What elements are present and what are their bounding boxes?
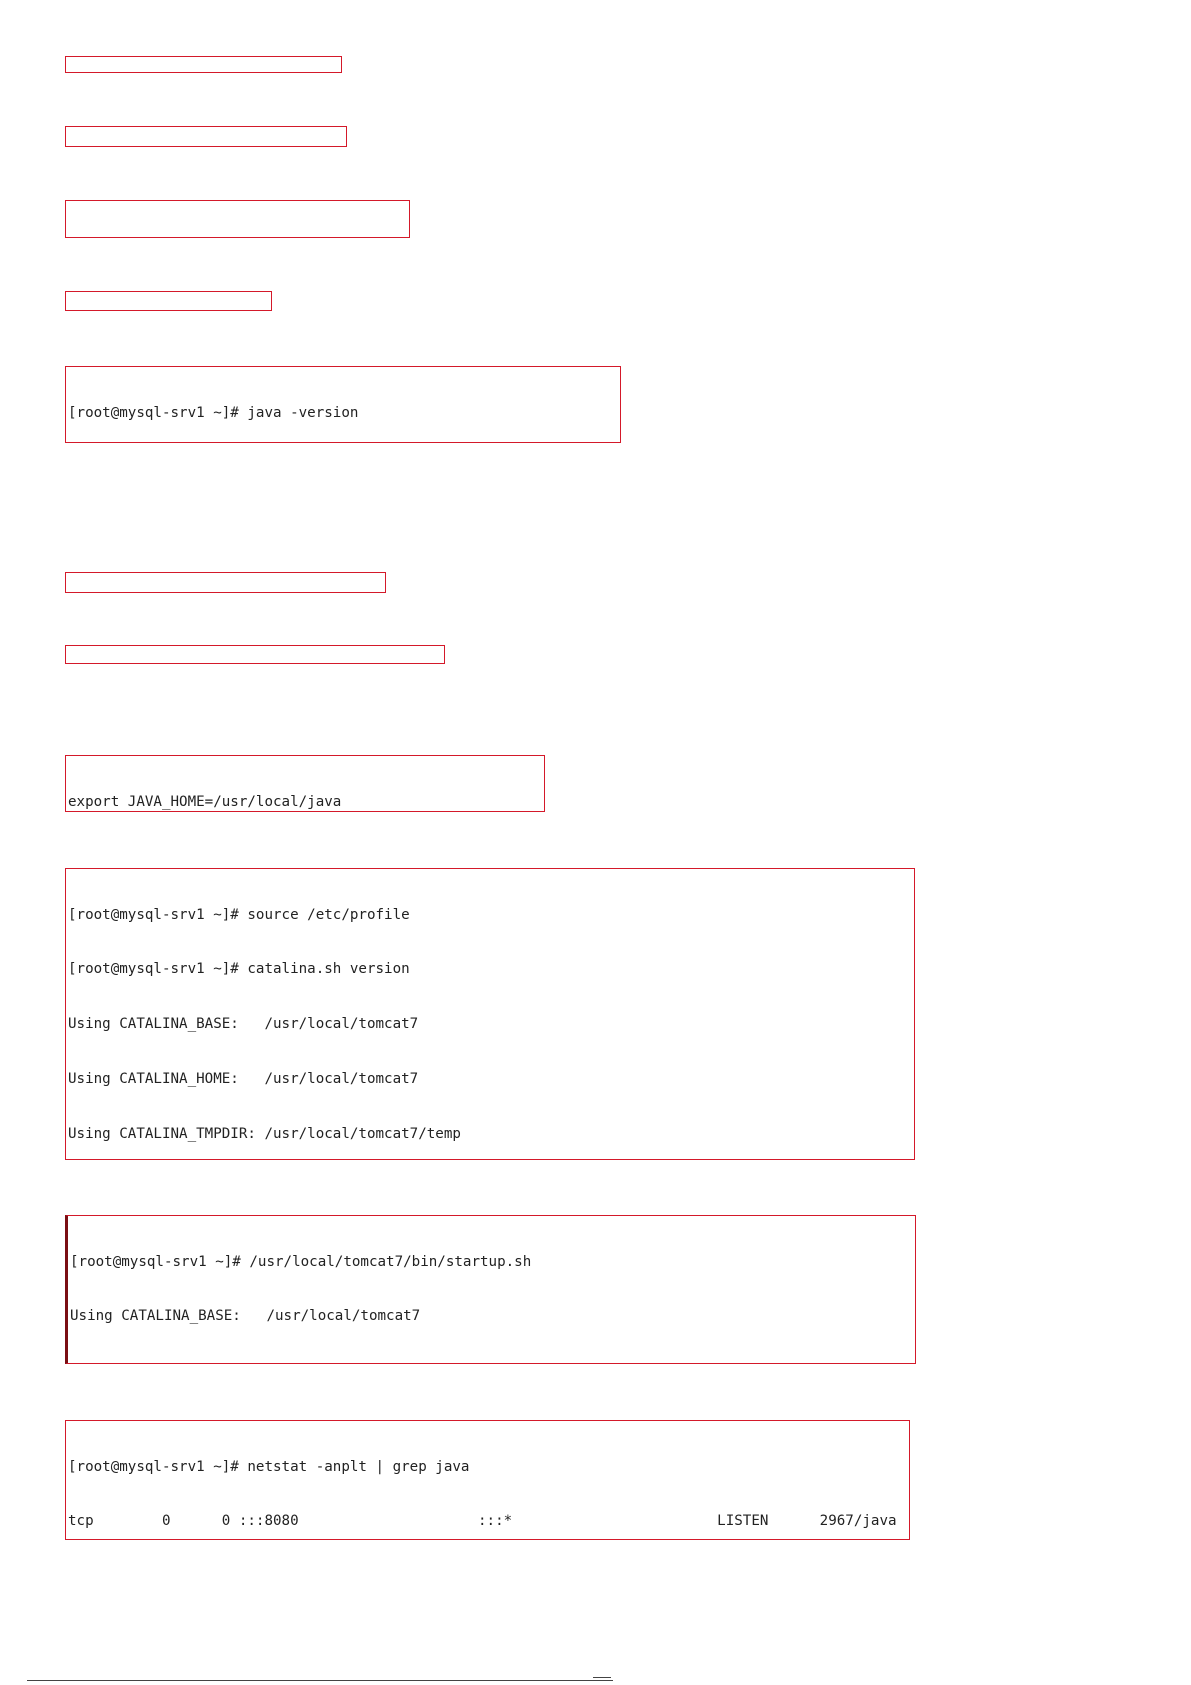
code-block-extract-tomcat bbox=[65, 572, 386, 593]
code-block-tomcat-startup bbox=[65, 1215, 916, 1364]
code-line: [root@mysql-srv1 ~]# java -version bbox=[68, 404, 359, 421]
code-block-move-jdk bbox=[65, 126, 347, 147]
code-line: tcp 0 0 :::8080 :::* LISTEN 2967/java bbox=[68, 1513, 897, 1530]
code-block-java-version bbox=[65, 366, 621, 443]
code-line: [root@mysql-srv1 ~]# catalina.sh version bbox=[68, 961, 410, 978]
code-line: Using CATALINA_BASE: /usr/local/tomcat7 bbox=[68, 1016, 419, 1033]
code-block-java-env bbox=[65, 200, 410, 238]
footnote-separator-tail bbox=[593, 1677, 611, 1678]
code-line: [root@mysql-srv1 ~]# source /etc/profile bbox=[68, 906, 410, 923]
code-line: Using CATALINA_TMPDIR: /usr/local/tomcat7/temp bbox=[68, 1126, 461, 1143]
code-line: [root@mysql-srv1 ~]# /usr/local/tomcat7/bin/startup.sh bbox=[70, 1253, 532, 1270]
code-block-tomcat-env bbox=[65, 755, 545, 812]
code-line: export JAVA_HOME=/usr/local/java bbox=[68, 793, 342, 810]
code-block-source-profile bbox=[65, 291, 272, 311]
code-line: Using CATALINA_HOME: /usr/local/tomcat7 bbox=[68, 1071, 419, 1088]
code-block-catalina-version bbox=[65, 868, 915, 1160]
footnote-separator bbox=[27, 1680, 613, 1681]
code-block-move-tomcat bbox=[65, 645, 445, 664]
code-line: [root@mysql-srv1 ~]# netstat -anplt | grep java bbox=[68, 1458, 470, 1475]
code-block-extract-jdk bbox=[65, 56, 342, 73]
code-block-netstat bbox=[65, 1420, 910, 1540]
code-line: Using CATALINA_BASE: /usr/local/tomcat7 bbox=[70, 1308, 421, 1325]
code-line bbox=[70, 1362, 913, 1364]
